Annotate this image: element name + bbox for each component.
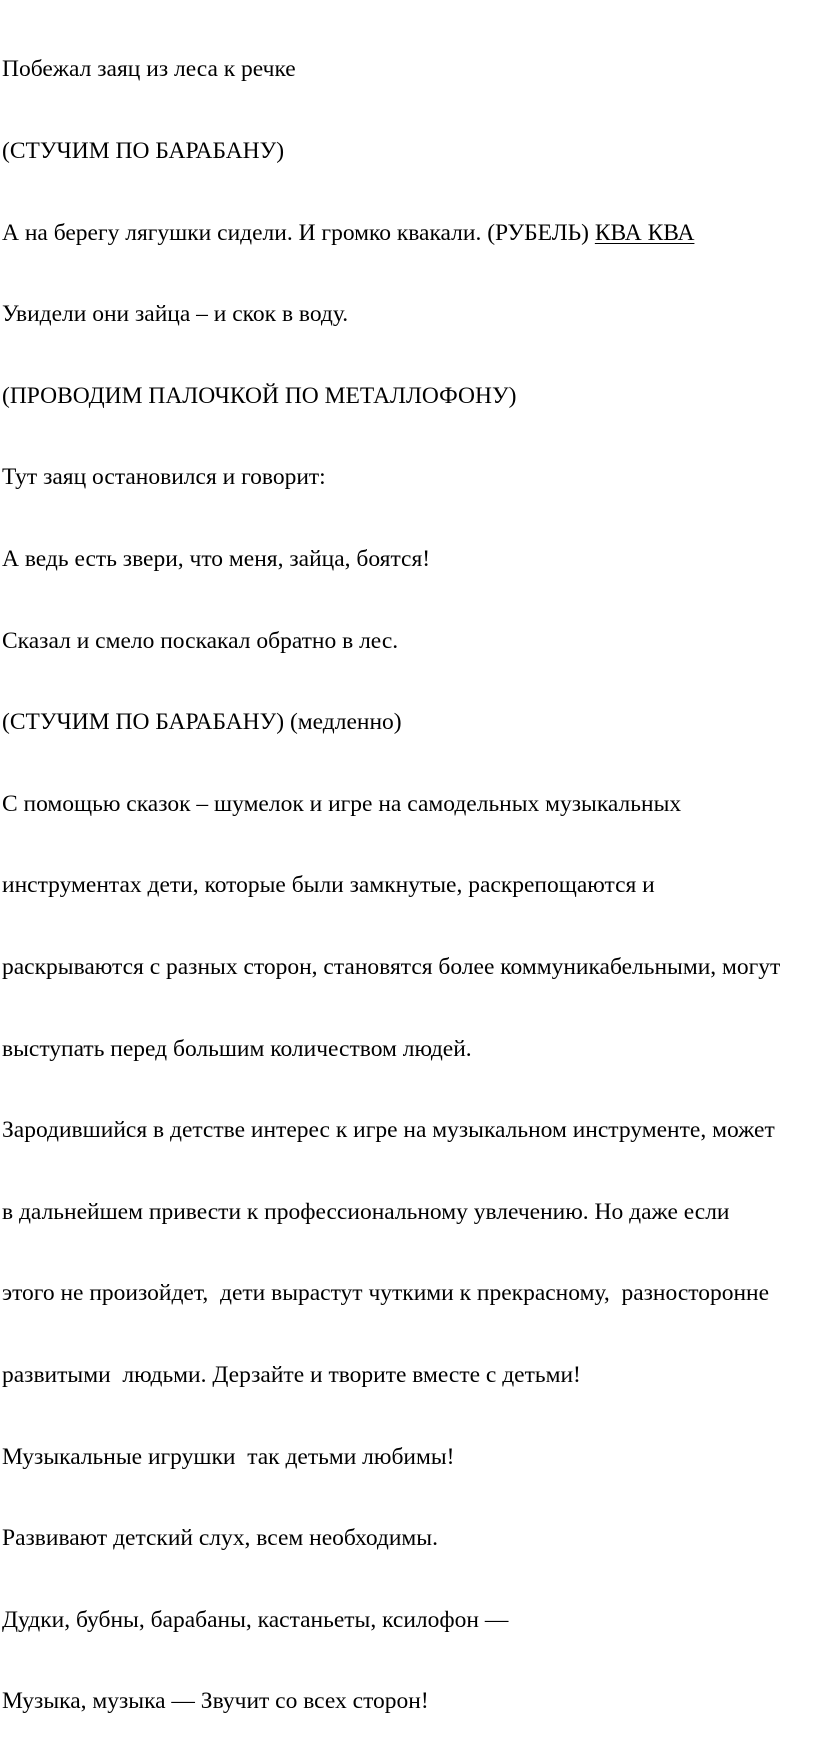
- text-line: раскрываются с разных сторон, становятся более коммуникабельными, могут: [2, 953, 781, 980]
- underlined-text: КВА КВА: [594, 219, 695, 246]
- text-line: в дальнейшем привести к профессиональному увлечению. Но даже если: [2, 1198, 730, 1225]
- text-line: Зародившийся в детстве интерес к игре на музыкальном инструменте, может: [2, 1117, 775, 1144]
- text-line: выступать перед большим количеством людей.: [2, 1035, 472, 1062]
- text-line-segment: А на берегу лягушки сидели. И громко квакали. (РУБЕЛЬ): [2, 219, 595, 246]
- text-line: А ведь есть звери, что меня, зайца, боятся!: [2, 545, 431, 572]
- text-line: Музыка, музыка — Звучит со всех сторон!: [2, 1688, 429, 1715]
- text-line: Тут заяц остановился и говорит:: [2, 464, 326, 491]
- text-line: С помощью сказок – шумелок и игре на самодельных музыкальных: [2, 790, 682, 817]
- text-line: Дудки, бубны, барабаны, кастаньеты, ксилофон —: [2, 1606, 509, 1633]
- text-line: Сказал и смело поскакал обратно в лес.: [2, 627, 399, 654]
- text-line: (СТУЧИМ ПО БАРАБАНУ) (медленно): [2, 709, 402, 736]
- text-line: этого не произойдет, дети вырастут чуткими к прекрасному, разносторонне: [2, 1280, 770, 1307]
- text-line: инструментах дети, которые были замкнутые, раскрепощаются и: [2, 872, 655, 899]
- text-line: Увидели они зайца – и скок в воду.: [2, 301, 349, 328]
- text-line: [2, 220, 816, 247]
- text-line: развитыми людьми. Дерзайте и творите вместе с детьми!: [2, 1361, 581, 1388]
- text-line: (ПРОВОДИМ ПАЛОЧКОЙ ПО МЕТАЛЛОФОНУ): [2, 382, 517, 409]
- text-line: Развивают детский слух, всем необходимы.: [2, 1525, 438, 1552]
- text-line: Музыкальные игрушки так детьми любимы!: [2, 1443, 455, 1470]
- text-line: Побежал заяц из леса к речке: [2, 56, 296, 83]
- text-line: (СТУЧИМ ПО БАРАБАНУ): [2, 138, 285, 164]
